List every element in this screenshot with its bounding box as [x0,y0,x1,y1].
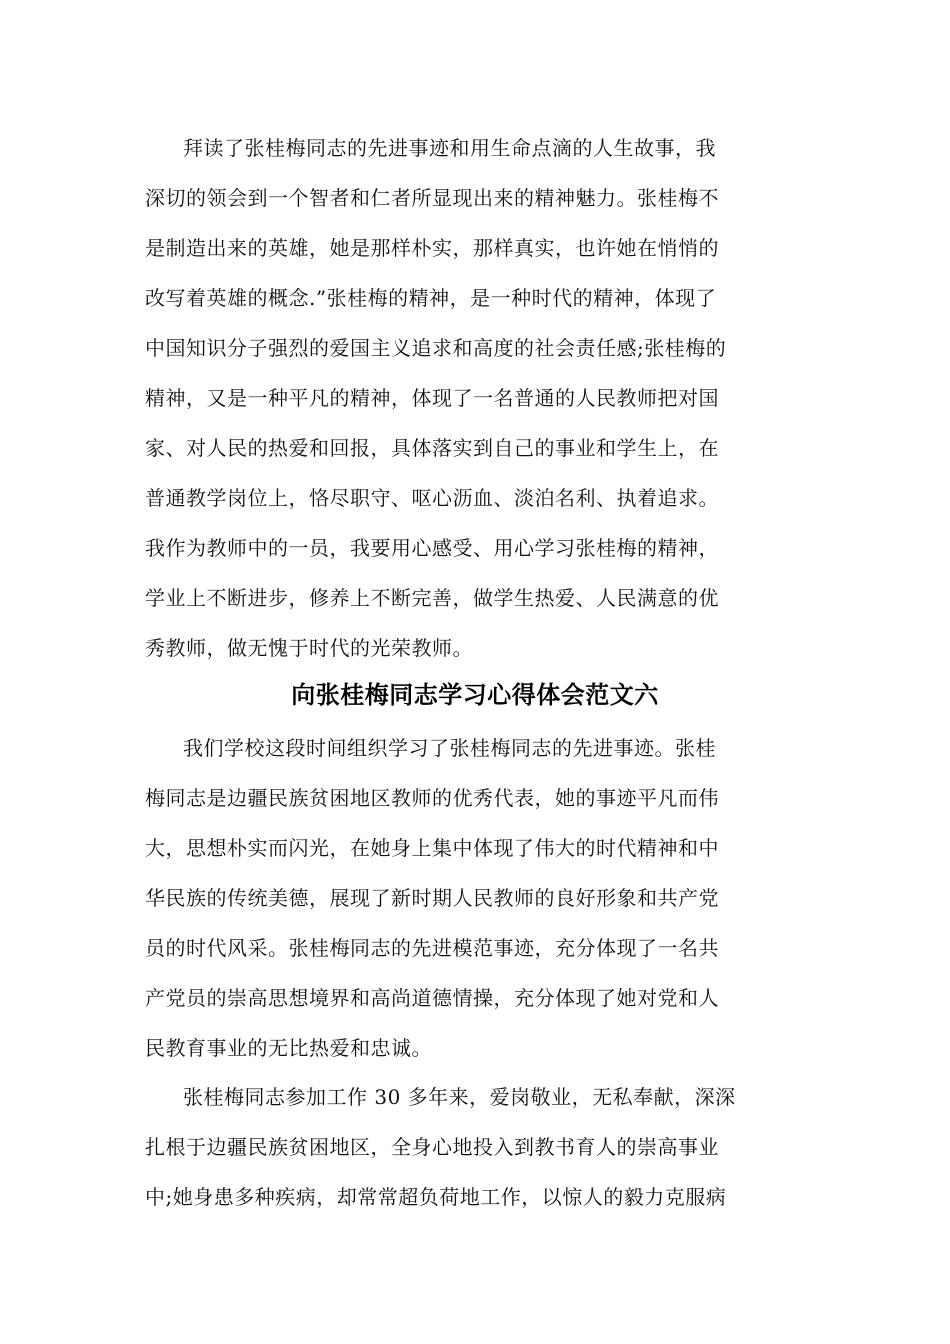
paragraph-1-line-1: 拜读了张桂梅同志的先进事迹和用生命点滴的人生故事，我 [183,136,716,160]
paragraph-2-line-6: 产党员的崇高思想境界和高尚道德情操，充分体现了她对党和人 [145,986,719,1010]
section-heading: 向张桂梅同志学习心得体会范文六 [291,680,659,709]
paragraph-2-line-4: 华民族的传统美德，展现了新时期人民教师的良好形象和共产党 [145,886,719,910]
paragraph-3-line-2: 扎根于边疆民族贫困地区，全身心地投入到教书育人的崇高事业 [145,1135,719,1159]
paragraph-1-line-7: 家、对人民的热爱和回报，具体落实到自己的事业和学生上，在 [145,436,719,460]
paragraph-2-line-3: 大，思想朴实而闪光，在她身上集中体现了伟大的时代精神和中 [145,836,719,860]
paragraph-1-line-3: 是制造出来的英雄，她是那样朴实，那样真实，也许她在悄悄的 [145,236,719,260]
paragraph-1-line-5: 中国知识分子强烈的爱国主义追求和高度的社会责任感;张桂梅的 [145,336,727,360]
paragraph-1-line-8: 普通教学岗位上，恪尽职守、呕心沥血、淡泊名利、执着追求。 [145,486,719,510]
paragraph-3-line-3: 中;她身患多种疾病，却常常超负荷地工作，以惊人的毅力克服病 [145,1185,727,1209]
paragraph-2-line-1: 我们学校这段时间组织学习了张桂梅同志的先进事迹。张桂 [183,736,716,760]
paragraph-1-line-10: 学业上不断进步，修养上不断完善，做学生热爱、人民满意的优 [145,586,719,610]
paragraph-2-line-2: 梅同志是边疆民族贫困地区教师的优秀代表，她的事迹平凡而伟 [145,786,719,810]
paragraph-1-line-6: 精神，又是一种平凡的精神，体现了一名普通的人民教师把对国 [145,386,719,410]
paragraph-3-line-1: 张桂梅同志参加工作 30 多年来，爱岗敬业，无私奉献，深深 [183,1085,736,1109]
paragraph-1-line-11: 秀教师，做无愧于时代的光荣教师。 [145,636,473,660]
paragraph-1-line-2: 深切的领会到一个智者和仁者所显现出来的精神魅力。张桂梅不 [145,186,719,210]
paragraph-1-line-4: 改写着英雄的概念.”张桂梅的精神，是一种时代的精神，体现了 [145,286,717,310]
paragraph-1-line-9: 我作为教师中的一员，我要用心感受、用心学习张桂梅的精神， [145,536,719,560]
paragraph-2-line-7: 民教育事业的无比热爱和忠诚。 [145,1036,432,1060]
paragraph-2-line-5: 员的时代风采。张桂梅同志的先进模范事迹，充分体现了一名共 [145,936,719,960]
